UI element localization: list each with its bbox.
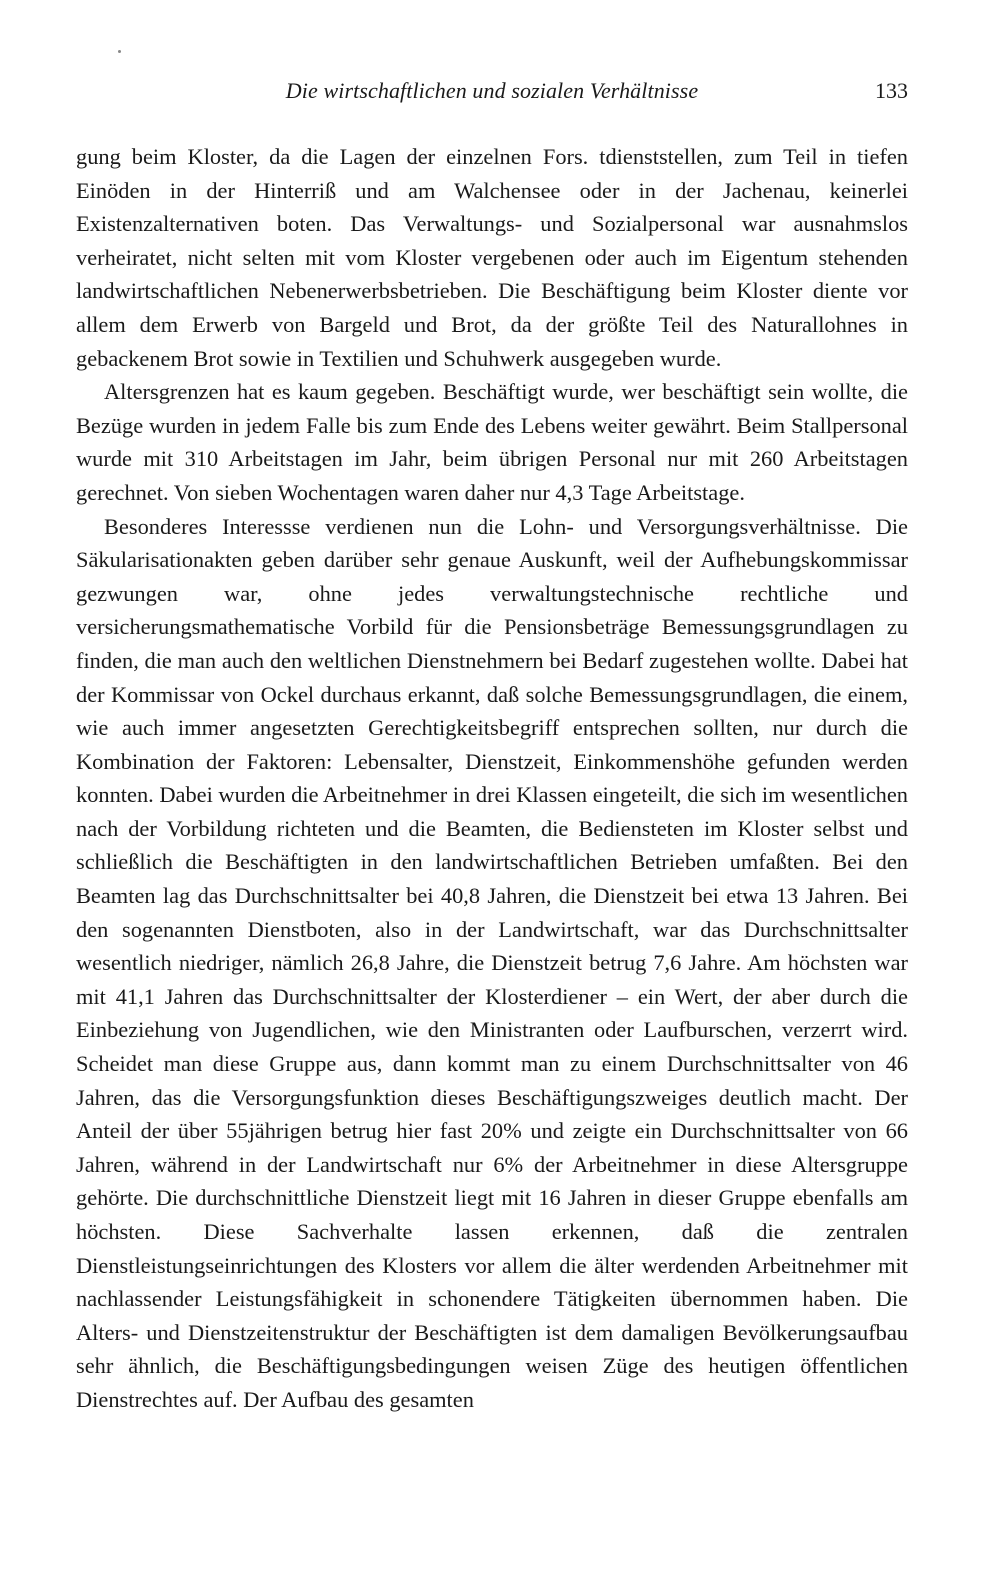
running-header-title: Die wirtschaftlichen und sozialen Verhältnisse bbox=[285, 78, 699, 103]
body-text bbox=[76, 140, 908, 1417]
scan-speck bbox=[118, 50, 121, 53]
paragraph-age-limits: Altersgrenzen hat es kaum gegeben. Beschäftigt wurde, wer beschäftigt sein wollte, die Bezüge wurden in jedem Falle bis zum Ende des Lebens weiter gewährt. Beim Stallpersonal wurde mit 310 Arbeitstagen im Jahr, beim übrigen Personal nur mit 260 Arbeitstagen gerechnet. Von sieben Wochentagen waren daher nur 4,3 Tage Arbeitstage. bbox=[76, 379, 908, 505]
paragraph-wage-conditions: Besonderes Interessse verdienen nun die Lohn- und Versorgungsverhältnisse. Die Säkularisationakten geben darüber sehr genaue Auskunft, weil der Aufhebungskommissar gezwungen war, ohne jedes verwaltungstechnische rechtliche und versicherungsmathematische Vorbild für die Pensionsbeträge Bemessungsgrundlagen zu finden, die man auch den weltlichen Dienstnehmern bei Bedarf zugestehen wollte. Dabei hat der Kommissar von Ockel durchaus erkannt, daß solche Bemessungsgrundlagen, die einem, wie auch immer angesetzten Gerechtigkeitsbegriff entsprechen sollten, nur durch die Kombination der Faktoren: Lebensalter, Dienstzeit, Einkommenshöhe gefunden werden konnten. Dabei wurden die Arbeitnehmer in drei Klassen eingeteilt, die sich im wesentlichen nach der Vorbildung richteten und die Beamten, die Bediensteten im Kloster selbst und schließlich die Beschäftigten in den landwirtschaftlichen Betrieben umfaßten. Bei den Beamten lag das Durchschnittsalter bei 40,8 Jahren, die Dienstzeit bei etwa 13 Jahren. Bei den sogenannten Dienstboten, also in der Landwirtschaft, war das Durchschnittsalter wesentlich niedriger, nämlich 26,8 Jahre, die Dienstzeit betrug 7,6 Jahre. Am höchsten war mit 41,1 Jahren das Durchschnittsalter der Klosterdiener – ein Wert, der aber durch die Einbeziehung von Jugendlichen, wie den Ministranten oder Laufburschen, verzerrt wird. Scheidet man diese Gruppe aus, dann kommt man zu einem Durchschnittsalter von 46 Jahren, das die Versorgungsfunktion dieses Beschäftigungszweiges deutlich macht. Der Anteil der über 55jährigen betrug hier fast 20% und zeigte ein Durchschnittsalter von 66 Jahren, während in der Landwirtschaft nur 6% der Arbeitnehmer in diese Altersgruppe gehörte. Die durchschnittliche Dienstzeit liegt mit 16 Jahren in dieser Gruppe ebenfalls am höchsten. Diese Sachverhalte lassen erkennen, daß die zentralen Dienstleistungseinrichtungen des Klosters vor allem die älter werdenden Arbeitnehmer mit nachlassender Leistungsfähigkeit in schonendere Tätigkeiten übernommen haben. Die Alters- und Dienstzeitenstruktur der Beschäftigten ist dem damaligen Bevölkerungsaufbau sehr ähnlich, die Beschäftigungsbedingungen weisen Züge des heutigen öffentlichen Dienstrechtes auf. Der Aufbau des gesamten bbox=[76, 513, 908, 1412]
running-header bbox=[76, 76, 908, 108]
page-number: 133 bbox=[875, 78, 908, 103]
paragraph-continued: gung beim Kloster, da die Lagen der einzelnen Fors. tdienststellen, zum Teil in tiefen Einöden in der Hinterriß und am Walchensee oder in der Jachenau, keinerlei Existenzalternativen boten. Das Verwaltungs- und Sozialpersonal war ausnahmslos verheiratet, nicht selten mit vom Kloster vergebenen oder auch im Eigentum stehenden landwirtschaftlichen Nebenerwerbsbetrieben. Die Beschäftigung beim Kloster diente vor allem dem Erwerb von Bargeld und Brot, da der größte Teil des Naturallohnes in gebackenem Brot sowie in Textilien und Schuhwerk ausgegeben wurde. bbox=[76, 144, 908, 371]
